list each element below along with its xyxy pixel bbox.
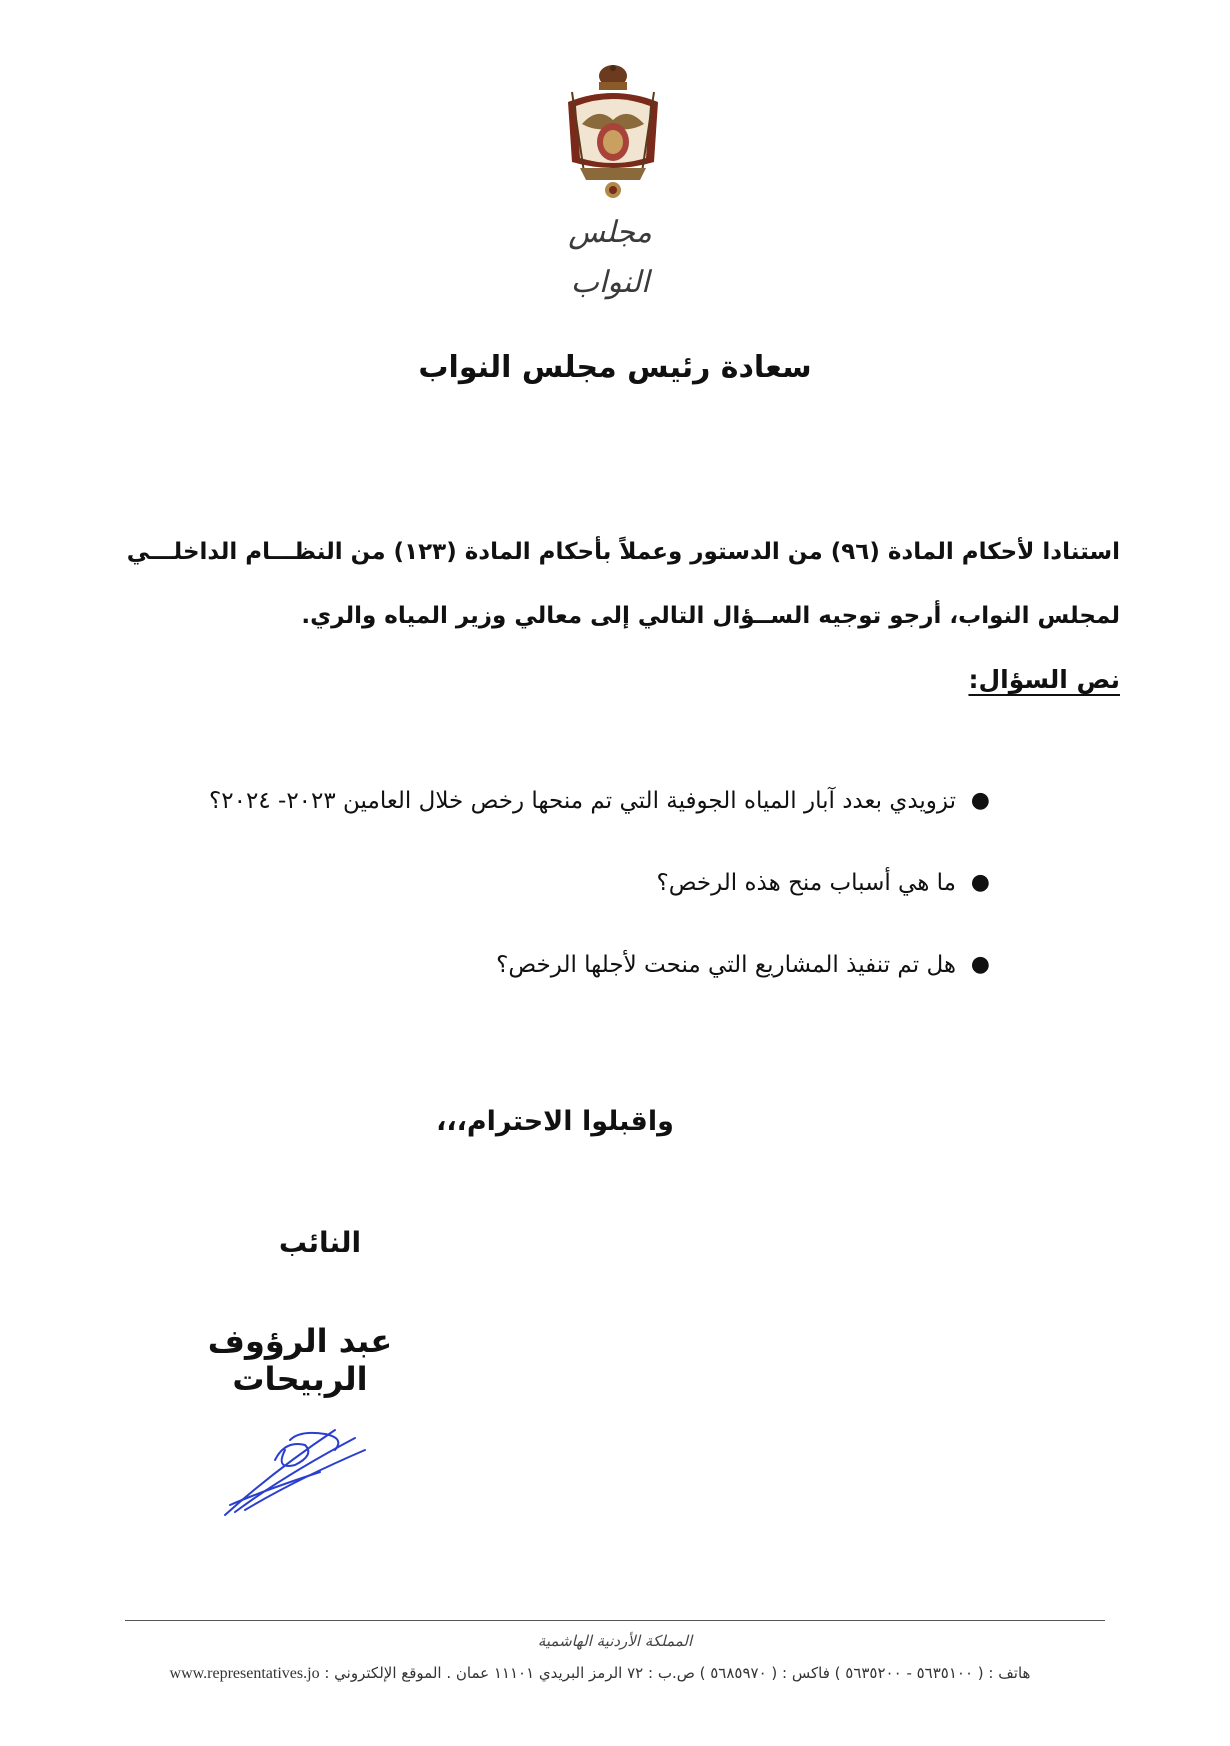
footer-kingdom-name: المملكة الأردنية الهاشمية [537, 1632, 693, 1650]
body-line-2: لمجلس النواب، أرجو توجيه الســؤال التالي إلى معالي وزير المياه والري. [301, 603, 1120, 629]
question-text: هل تم تنفيذ المشاريع التي منحت لأجلها الرخص؟ [496, 952, 956, 978]
question-list [110, 760, 990, 1006]
footer-website-link[interactable]: www.representatives.jo [169, 1665, 320, 1682]
footer-contact-info [120, 1664, 1080, 1683]
question-item [110, 842, 990, 924]
bullet-icon: ● [970, 788, 990, 813]
question-text: ما هي أسباب منح هذه الرخص؟ [656, 870, 956, 896]
signer-name: عبد الرؤوف الربيحات [207, 1322, 393, 1398]
question-item [110, 924, 990, 1006]
letter-closing: واقبلوا الاحترام،،، [436, 1106, 674, 1137]
question-item [110, 760, 990, 842]
jordan-coat-of-arms-icon [558, 62, 668, 212]
parliament-logo-text: مجلس النواب [568, 215, 652, 300]
letter-addressee: سعادة رئيس مجلس النواب [418, 350, 812, 385]
bullet-icon: ● [970, 952, 990, 977]
body-line-1: استنادا لأحكام المادة (٩٦) من الدستور وعملاً بأحكام المادة (١٢٣) من النظـــام الداخلـــي [126, 539, 1120, 565]
letter-body [110, 520, 1120, 648]
bullet-icon: ● [970, 870, 990, 895]
question-label: نص السؤال: [968, 665, 1120, 694]
footer-divider [125, 1620, 1105, 1621]
footer-contact-text: هاتف : ( ٥٦٣٥١٠٠ - ٥٦٣٥٢٠٠ ) فاكس : ( ٥٦٨٥٩٧٠ ) ص.ب : ٧٢ الرمز البريدي ١١١٠١ عمان . الموقع الإلكتروني : [324, 1664, 1031, 1682]
handwritten-signature-icon [215, 1420, 375, 1520]
signer-title: النائب [278, 1226, 362, 1259]
question-text: تزويدي بعدد آبار المياه الجوفية التي تم منحها رخص خلال العامين ٢٠٢٣- ٢٠٢٤؟ [209, 788, 956, 814]
